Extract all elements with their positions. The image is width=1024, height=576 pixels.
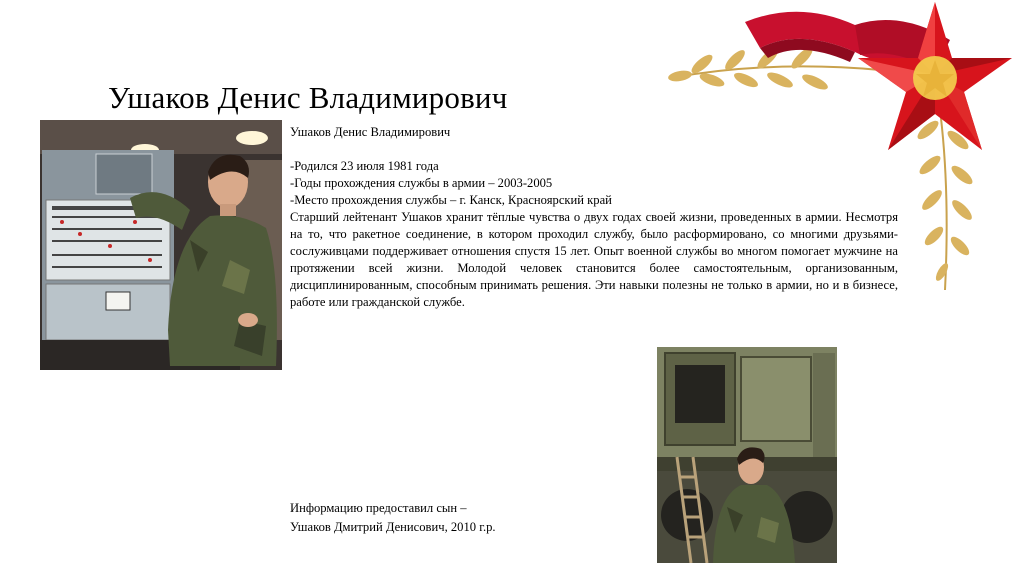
name-line: Ушаков Денис Владимирович — [290, 125, 451, 139]
slide-title: Ушаков Денис Владимирович — [108, 80, 508, 115]
source-credit — [290, 499, 610, 537]
photo-control-room — [40, 120, 282, 370]
service-years-line: -Годы прохождения службы в армии – 2003-2005 — [290, 176, 553, 190]
biography-text — [290, 124, 898, 311]
service-place-line: -Место прохождения службы – г. Канск, Красноярский край — [290, 193, 612, 207]
source-credit-line2: Ушаков Дмитрий Денисович, 2010 г.р. — [290, 520, 496, 534]
source-credit-line1: Информацию предоставил сын – — [290, 501, 467, 515]
birth-date-line: -Родился 23 июля 1981 года — [290, 159, 439, 173]
biography-paragraph: Старший лейтенант Ушаков хранит тёплые чувства о двух годах своей жизни, проведенных в армии. Несмотря на то, что ракетное соединение, в котором проходил службу, было расформировано, со многими друзьями-сослуживцами поддерживает отношения спустя 15 лет. Опыт военной службы во многом помогает мужчине на протяжении всей жизни. Молодой человек становится более самостоятельным, организованным, дисциплинированным, способным принимать решения. Эти навыки полезны не только в армии, но и в бизнесе, работе или гражданской службе. — [290, 210, 898, 309]
photo-military-vehicle — [657, 347, 837, 563]
blank-line — [290, 141, 898, 158]
